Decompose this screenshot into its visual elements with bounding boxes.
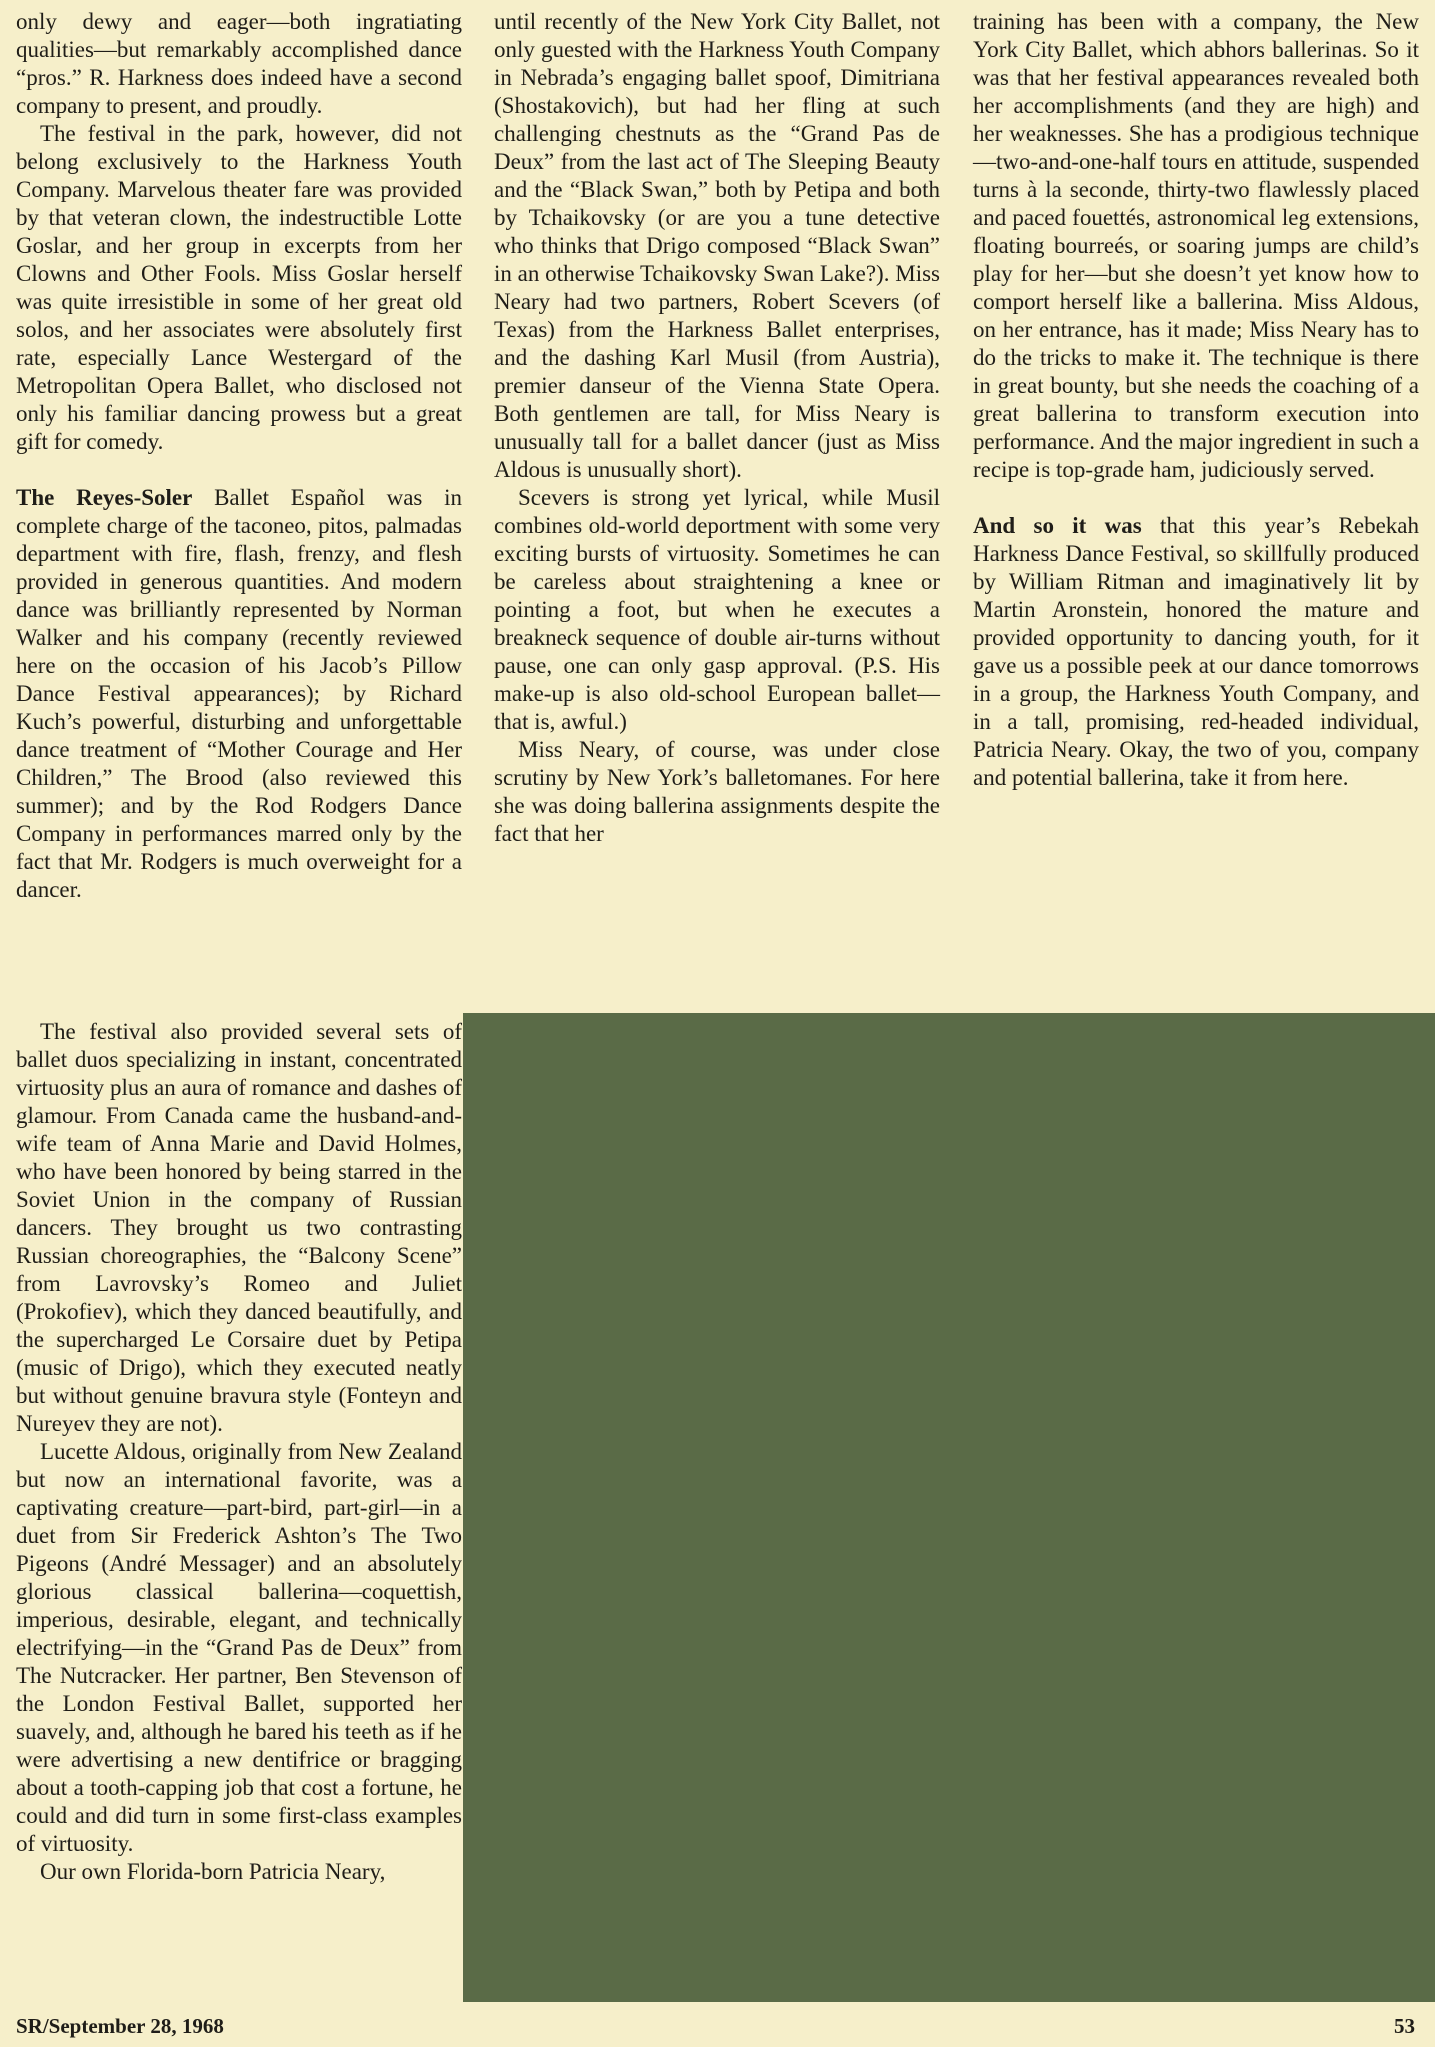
section-lead: And so it was	[973, 513, 1142, 538]
paragraph-body: that this year’s Rebekah Harkness Dance Festival, so skillfully produced by William Ritman and imaginatively lit by Martin Aronstein, honored the mature and provided opportunity to dancing youth, for it gave us a possible peek at our dance tomorrows in a group, the Harkness Youth Company, and in a tall, promising, red-headed individual, Patricia Neary. Okay, the two of you, company and potential ballerina, take it from here.	[973, 513, 1419, 790]
paragraph: The festival also provided several sets of ballet duos specializing in instant, concentrated virtuosity plus an aura of romance and dashes of glamour. From Canada came the husband-and-wife team of Anna Marie and David Holmes, who have been honored by being starred in the Soviet Union in the company of Russian dancers. They brought us two contrasting Russian choreographies, the “Balcony Scene” from Lavrovsky’s Romeo and Juliet (Prokofiev), which they danced beautifully, and the supercharged Le Corsaire duet by Petipa (music of Drigo), which they executed neatly but without genuine bravura style (Fonteyn and Nureyev they are not).	[16, 1019, 462, 1436]
paragraph: Miss Neary, of course, was under close scrutiny by New York’s balletomanes. For here she was doing ballerina assignments despite the fact that her	[494, 737, 940, 846]
paragraph: until recently of the New York City Ballet, not only guested with the Harkness Youth Company in Nebrada’s engaging ballet spoof, Dimitriana (Shostakovich), but had her fling at such challenging chestnuts as the “Grand Pas de Deux” from the last act of The Sleeping Beauty and the “Black Swan,” both by Petipa and both by Tchaikovsky (or are you a tune detective who thinks that Drigo composed “Black Swan” in an otherwise Tchaikovsky Swan Lake?). Miss Neary had two partners, Robert Scevers (of Texas) from the Harkness Ballet enterprises, and the dashing Karl Musil (from Austria), premier danseur of the Vienna State Opera. Both gentlemen are tall, for Miss Neary is unusually tall for a ballet dancer (just as Miss Aldous is unusually short).	[494, 9, 940, 482]
paragraph: only dewy and eager—both ingratiating qualities—but remarkably accomplished dance “pros.” R. Harkness does indeed have a second company to present, and proudly.	[16, 9, 462, 118]
paragraph: training has been with a company, the New York City Ballet, which abhors ballerinas. So it was that her festival appearances revealed both her accomplishments (and they are high) and her weaknesses. She has a prodigious technique—two-and-one-half tours en attitude, suspended turns à la seconde, thirty-two flawlessly placed and paced fouettés, astronomical leg extensions, floating bourreés, or soaring jumps are child’s play for her—but she doesn’t yet know how to comport herself like a ballerina. Miss Aldous, on her entrance, has it made; Miss Neary has to do the tricks to make it. The technique is there in great bounty, but she needs the coaching of a great ballerina to transform execution into performance. And the major ingredient in such a recipe is top-grade ham, judiciously served.	[973, 9, 1419, 482]
section-lead: The Reyes-Soler	[16, 485, 193, 510]
paragraph: The festival in the park, however, did not belong exclusively to the Harkness Youth Company. Marvelous theater fare was provided by that veteran clown, the indestructible Lotte Goslar, and her group in excerpts from her Clowns and Other Fools. Miss Goslar herself was quite irresistible in some of her great old solos, and her associates were absolutely first rate, especially Lance Westergard of the Metropolitan Opera Ballet, who disclosed not only his familiar dancing prowess but a great gift for comedy.	[16, 121, 462, 454]
text-column-2	[494, 8, 940, 848]
paragraph: Our own Florida-born Patricia Neary,	[40, 1859, 386, 1884]
advertisement-block	[463, 1013, 1435, 2002]
text-column-3	[973, 8, 1419, 792]
footer-issue-date: SR/September 28, 1968	[16, 2014, 224, 2038]
paragraph	[973, 512, 1419, 792]
paragraph	[16, 484, 462, 904]
paragraph: Lucette Aldous, originally from New Zealand but now an international favorite, was a captivating creature—part-bird, part-girl—in a duet from Sir Frederick Ashton’s The Two Pigeons (André Messager) and an absolutely glorious classical ballerina—coquettish, imperious, desirable, elegant, and technically electrifying—in the “Grand Pas de Deux” from The Nutcracker. Her partner, Ben Stevenson of the London Festival Ballet, supported her suavely, and, although he bared his teeth as if he were advertising a new dentifrice or bragging about a tooth-capping job that cost a fortune, he could and did turn in some first-class examples of virtuosity.	[16, 1439, 462, 1856]
paragraph-body: Ballet Español was in complete charge of the taconeo, pitos, palmadas department with fire, flash, frenzy, and flesh provided in generous quantities. And modern dance was brilliantly represented by Norman Walker and his company (recently reviewed here on the occasion of his Jacob’s Pillow Dance Festival appearances); by Richard Kuch’s powerful, disturbing and unforgettable dance treatment of “Mother Courage and Her Children,” The Brood (also reviewed this summer); and by the Rod Rodgers Dance Company in performances marred only by the fact that Mr. Rodgers is much overweight for a dancer.	[16, 485, 463, 902]
text-column-1-upper	[16, 8, 462, 904]
text-column-1-lower	[16, 1018, 462, 1886]
paragraph: Scevers is strong yet lyrical, while Musil combines old-world deportment with some very exciting bursts of virtuosity. Sometimes he can be careless about straightening a knee or pointing a foot, but when he executes a breakneck sequence of double air-turns without pause, one can only gasp approval. (P.S. His make-up is also old-school European ballet—that is, awful.)	[494, 485, 940, 734]
page-number: 53	[1394, 2014, 1415, 2038]
